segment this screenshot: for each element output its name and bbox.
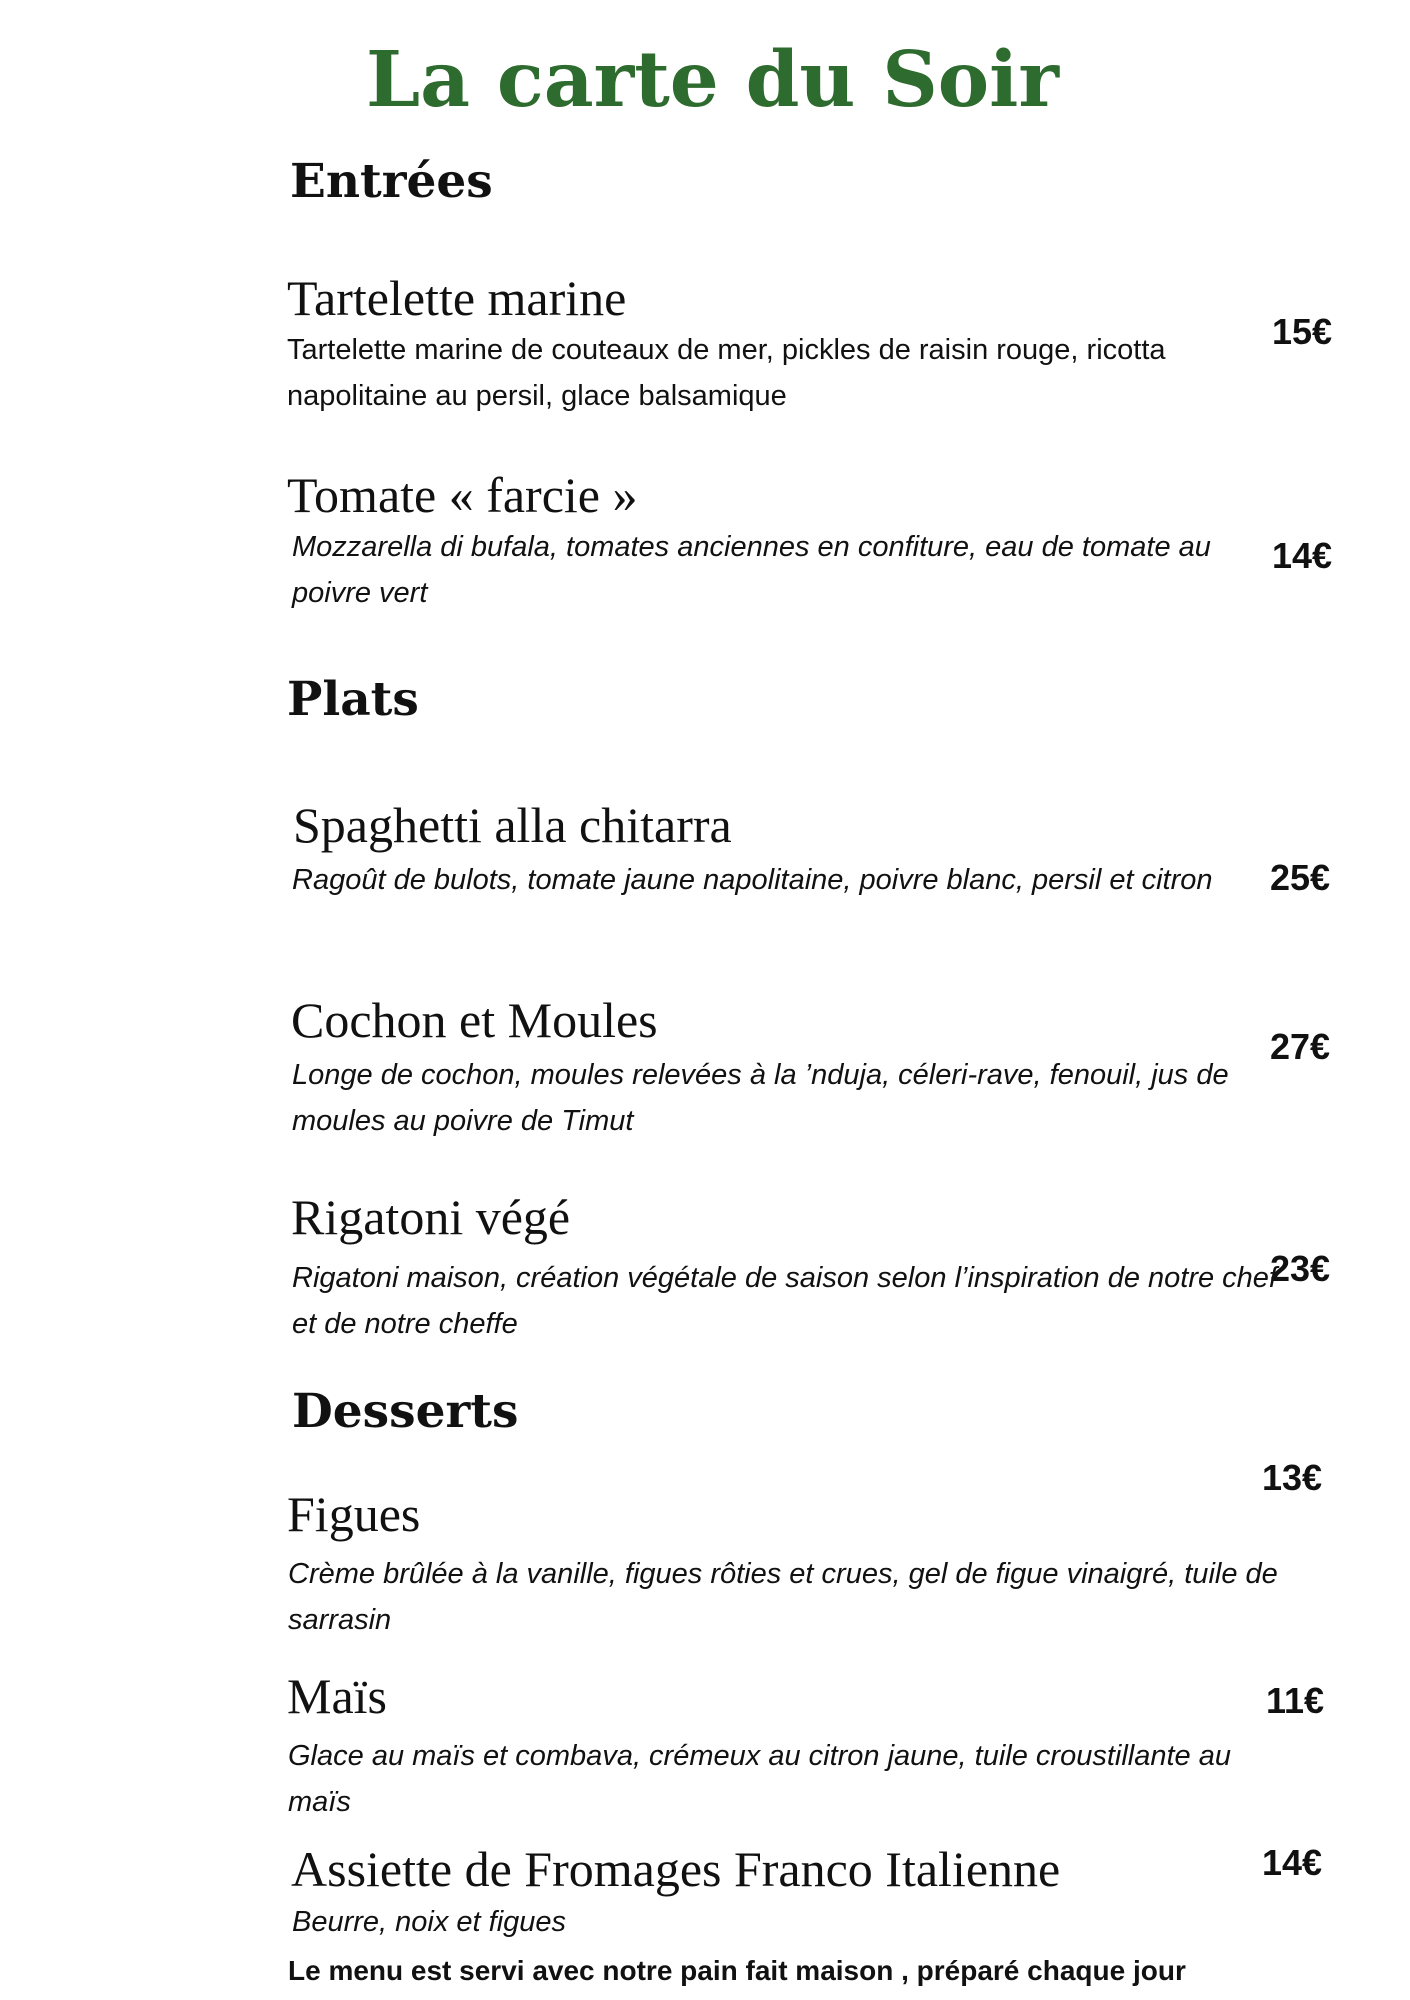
section-heading-entrees: Entrées xyxy=(290,154,493,209)
dish-name: Tartelette marine xyxy=(287,270,627,326)
dish-name: Spaghetti alla chitarra xyxy=(293,797,732,853)
dish-price: 14€ xyxy=(1272,535,1333,576)
dish-description: Ragoût de bulots, tomate jaune napolitaine, poivre blanc, persil et citron xyxy=(292,864,1213,896)
dish-name: Cochon et Moules xyxy=(291,992,658,1048)
dish-price: 15€ xyxy=(1272,311,1333,352)
dish-name: Figues xyxy=(287,1486,421,1542)
dish-description: Glace au maïs et combava, crémeux au citron jaune, tuile croustillante au maïs xyxy=(288,1740,1231,1818)
dish-description: Mozzarella di bufala, tomates anciennes en confiture, eau de tomate au poivre vert xyxy=(292,531,1211,609)
dish-description: Tartelette marine de couteaux de mer, pickles de raisin rouge, ricotta napolitaine au persil, glace balsamique xyxy=(287,334,1166,412)
dish-description: Longe de cochon, moules relevées à la ’nduja, céleri-rave, fenouil, jus de moules au poivre de Timut xyxy=(292,1059,1229,1137)
section-heading-desserts: Desserts xyxy=(292,1384,519,1439)
dish-price: 13€ xyxy=(1262,1457,1323,1498)
section-heading-plats: Plats xyxy=(287,672,419,727)
dish-name: Tomate « farcie » xyxy=(287,467,638,523)
dish-name: Maïs xyxy=(287,1668,387,1724)
dish-description: Rigatoni maison, création végétale de saison selon l’inspiration de notre chef et de notre cheffe xyxy=(292,1262,1277,1340)
dish-price: 11€ xyxy=(1266,1680,1325,1721)
dish-price: 27€ xyxy=(1270,1026,1331,1067)
dish-name: Rigatoni végé xyxy=(291,1189,571,1245)
dish-name: Assiette de Fromages Franco Italienne xyxy=(291,1841,1061,1897)
dish-description: Beurre, noix et figues xyxy=(292,1906,567,1938)
footer-note: Le menu est servi avec notre pain fait maison , préparé chaque jour xyxy=(288,1955,1186,1986)
dish-description: Crème brûlée à la vanille, figues rôties et crues, gel de figue vinaigré, tuile de sarrasin xyxy=(288,1558,1278,1636)
dish-price: 23€ xyxy=(1270,1248,1331,1289)
dish-price: 25€ xyxy=(1270,857,1331,898)
menu-title: La carte du Soir xyxy=(366,35,1059,125)
dish-price: 14€ xyxy=(1262,1842,1323,1883)
